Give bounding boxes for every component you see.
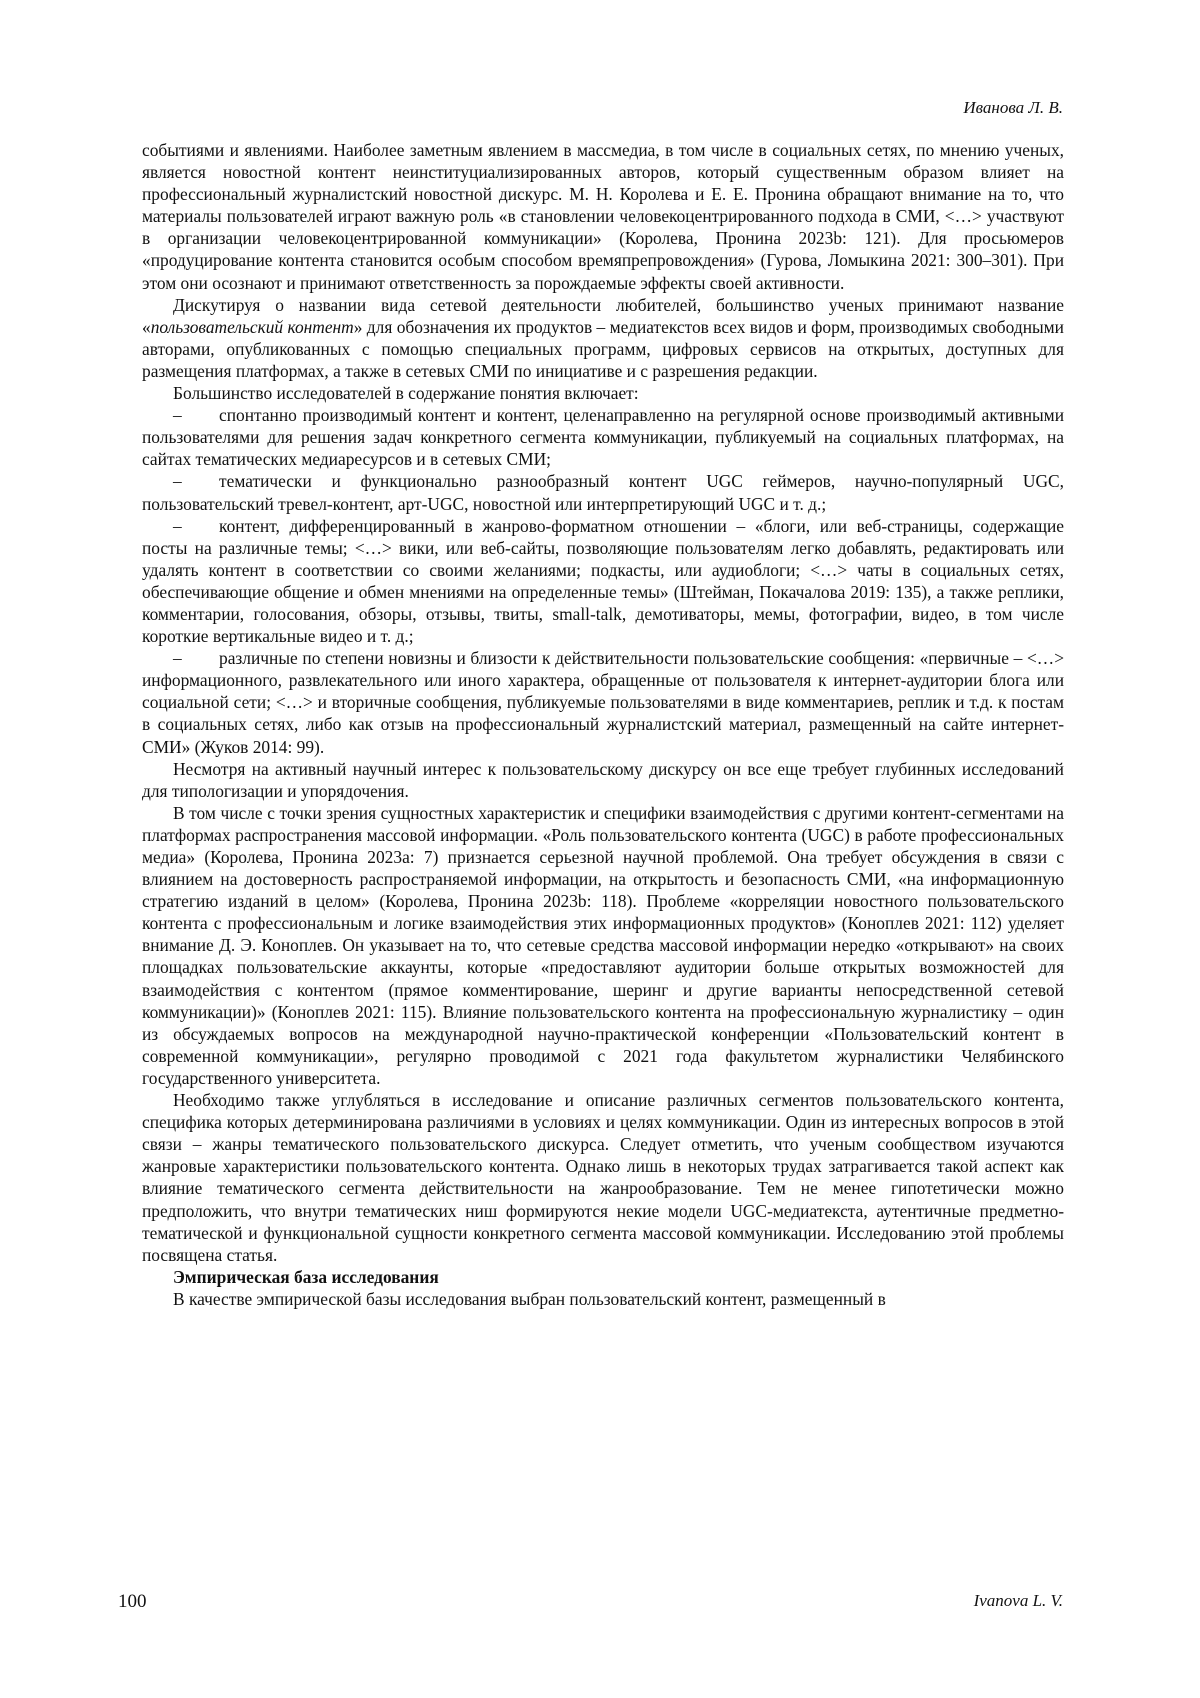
- page-number: 100: [118, 1591, 147, 1612]
- list-item-text: различные по степени новизны и близости к действительности пользовательские сообщения: «первичные – <…> информационного, развлекательного или иного характера, обращенные от пользователя к интернет-аудитории блога или социальной сети; <…> и вторичные сообщения, публикуемые пользователями в виде комментариев, реплик и т.д. к постам в социальных сетях, либо как отзыв на профессиональный журналистский материал, размещенный на сайте интернет-СМИ» (Жуков 2014: 99).: [142, 648, 1064, 757]
- section-heading: Эмпирическая база исследования: [173, 1266, 439, 1287]
- footer-author: Ivanova L. V.: [973, 1591, 1063, 1610]
- paragraph: [142, 294, 1064, 382]
- article-body: [142, 139, 1064, 1310]
- paragraph: Несмотря на активный научный интерес к пользовательскому дискурсу он все еще требует глубинных исследований для типологизации и упорядочения.: [142, 758, 1064, 801]
- paragraph-text: Дискутируя о названии вида сетевой деятельности любителей, большинство ученых принимают название «: [142, 294, 1064, 337]
- dash-marker: –: [173, 471, 182, 492]
- dash-marker: –: [173, 648, 182, 669]
- dash-marker: –: [173, 515, 182, 536]
- paragraph: В качестве эмпирической базы исследования выбран пользовательский контент, размещенный в: [173, 1288, 886, 1309]
- list-item-text: контент, дифференцированный в жанрово-форматном отношении – «блоги, или веб-страницы, содержащие посты на различные темы; <…> вики, или веб-сайты, позволяющие пользователям легко добавлять, редактировать или удалять контент в соответствии со своими желаниями; подкасты, или аудиоблоги; <…> чаты в социальных сетях, обеспечивающие общение и обмен мнениями на определенные темы» (Штейман, Покачалова 2019: 135), а также реплики, комментарии, голосования, обзоры, отзывы, твиты, small-talk, демотиваторы, мемы, фотографии, видео, в том числе короткие вертикальные видео и т. д.;: [142, 515, 1064, 647]
- paragraph: В том числе с точки зрения сущностных характеристик и специфики взаимодействия с другими контент-сегментами на платформах распространения массовой информации. «Роль пользовательского контента (UGC) в работе профессиональных медиа» (Королева, Пронина 2023a: 7) признается серьезной научной проблемой. Она требует обсуждения в связи с влиянием на достоверность распространяемой информации, на открытость и безопасность СМИ, «на информационную стратегию изданий в целом» (Королева, Пронина 2023b: 118). Проблеме «корреляции новостного пользовательского контента с профессиональным и логике взаимодействия этих информационных продуктов» (Коноплев 2021: 112) уделяет внимание Д. Э. Коноплев. Он указывает на то, что сетевые средства массовой информации нередко «открывают» на своих площадках пользовательские аккаунты, которые «предоставляют аудитории больше открытых возможностей для взаимодействия с контентом (прямое комментирование, шеринг и другие варианты непосредственной сетевой коммуникации)» (Коноплев 2021: 115). Влияние пользовательского контента на профессиональную журналистику – один из обсуждаемых вопросов на международной научно-практической конференции «Пользовательский контент в современной коммуникации», регулярно проводимой с 2021 года факультетом журналистики Челябинского государственного университета.: [142, 802, 1064, 1088]
- list-item: [142, 404, 1064, 470]
- paragraph: Большинство исследователей в содержание понятия включает:: [173, 383, 639, 404]
- list-item: [142, 515, 1064, 648]
- term-emphasis: пользовательский контент: [150, 316, 354, 337]
- list-item-text: тематически и функционально разнообразный контент UGC геймеров, научно-популярный UGC, пользовательский тревел-контент, арт-UGC, новостной или интерпретирующий UGC и т. д.;: [142, 471, 1064, 514]
- paragraph: событиями и явлениями. Наиболее заметным явлением в массмедиа, в том числе в социальных сетях, по мнению ученых, является новостной контент неинституциализированных авторов, который существенным образом влияет на профессиональный журналистский новостной дискурс. М. Н. Королева и Е. Е. Пронина обращают внимание на то, что материалы пользователей играют важную роль «в становлении человекоцентрированного подхода в СМИ, <…> участвуют в организации человекоцентрированной коммуникации» (Королева, Пронина 2023b: 121). Для просьюмеров «продуцирование контента становится особым способом времяпрепровождения» (Гурова, Ломыкина 2021: 300–301). При этом они осознают и принимают ответственность за порождаемые эффекты своей активности.: [142, 140, 1064, 293]
- list-item-text: спонтанно производимый контент и контент, целенаправленно на регулярной основе производимый активными пользователями для решения задач конкретного сегмента коммуникации, публикуемый на социальных платформах, на сайтах тематических медиаресурсов и в сетевых СМИ;: [142, 405, 1064, 470]
- running-head: Иванова Л. В.: [963, 98, 1063, 117]
- paragraph: Необходимо также углубляться в исследование и описание различных сегментов пользовательского контента, специфика которых детерминирована различиями в условиях и целях коммуникации. Один из интересных вопросов в этой связи – жанры тематического пользовательского дискурса. Следует отметить, что ученым сообществом изучаются жанровые характеристики пользовательского контента. Однако лишь в некоторых трудах затрагивается такой аспект как влияние тематического сегмента действительности на жанрообразование. Тем не менее гипотетически можно предположить, что внутри тематических ниш формируются некие модели UGC-медиатекста, аутентичные предметно-тематической и функциональной сущности конкретного сегмента массовой коммуникации. Исследованию этой проблемы посвящена статья.: [142, 1090, 1064, 1265]
- list-item: [142, 647, 1064, 757]
- dash-marker: –: [173, 405, 182, 426]
- list-item: [142, 470, 1064, 514]
- paragraph-text: » для обозначения их продуктов – медиатекстов всех видов и форм, производимых свободными авторами, опубликованных с помощью специальных программ, цифровых сервисов на открытых, доступных для размещения платформах, а также в сетевых СМИ по инициативе и с разрешения редакции.: [142, 316, 1064, 381]
